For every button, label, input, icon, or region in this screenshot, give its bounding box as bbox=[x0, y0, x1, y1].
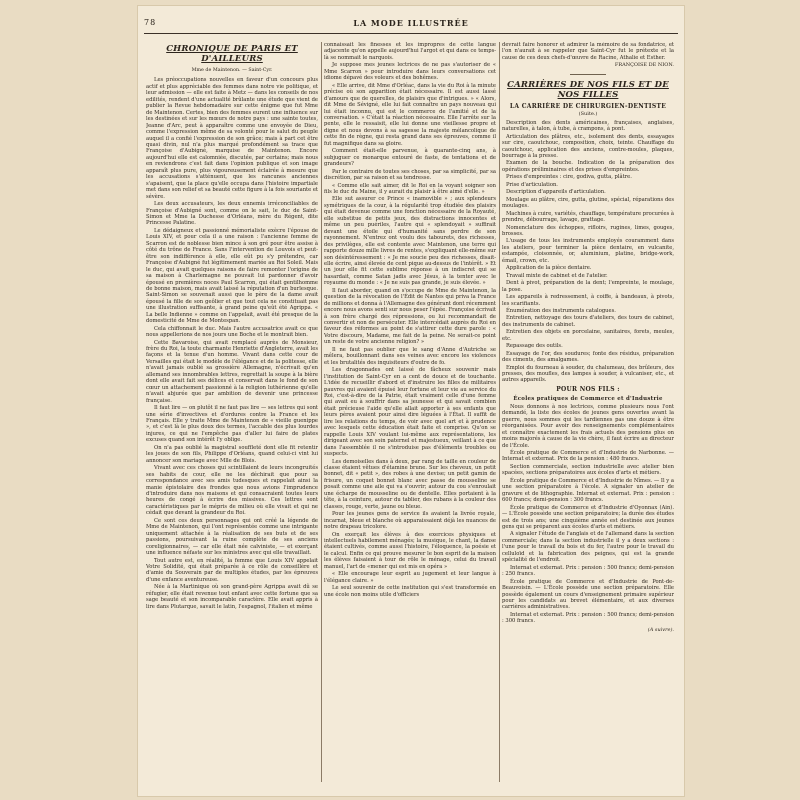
list-item: Entretien, nettoyage des tours d'ateliers, des tours de cabinet, des instruments de cabinet. bbox=[502, 315, 674, 328]
continuation-note: (A suivre). bbox=[647, 626, 674, 633]
list-item: Nomenclature des échoppes, rifloirs, rugines, limes, gouges, brosses. bbox=[502, 224, 674, 237]
list-item: Emploi du fourneau à souder, du chalumeau, des brûleurs, des presses, des moufles, des lampes à souder, à vulcaniser, etc., et autres appareils. bbox=[502, 364, 674, 384]
paragraph: Les dragonnades ont laissé de fâcheux souvenir mais l'institution de Saint-Cyr en a cent de douce et de touchante. L'idée de recueillir d'abord et d'instruire les filles de militaires pauvres qui avaient épuisé leur fortune et leur vie au service du Roi, c'est-à-dire de la Patrie, était vraiment celle d'une femme qui avait eu à souffrir dans sa jeunesse et qui savait combien était précieuse l'aide qu'elle allait apporter à ses enfants que leurs pères avaient pour ainsi dire léguées à l'État. Il suffit de lire les relations du temps, de voir avec quel art et à prudence avec lesquels cette éducation était faite et comprise. Qu'on se rappelle Louis XIV voulant lui-même aux représentations, les dirigeant avec son soin paternel et majestueux, veillant à ce que dans l'assemblée il ne s'introduise pas d'éléments troubles ou suspects. bbox=[324, 367, 496, 458]
list-item: Les appareils à redressement, à coiffe, à bandeaux, à pivots, les scarifiants. bbox=[502, 294, 674, 307]
paragraph: Il faut aborder, quand on s'occupe de Mme de Maintenon, la question de la révocation de l'Édit de Nantes qui priva la France de millions et donna à l'Allemagne des générant dont récemment encore nous avons senti sur nous peser l'épée. Françoise écrivait à son frère chargé des répressions, ou lui recommandait de convertir et non de persécuter. Elle intercédait auprès du Roi en faveur des réformes au point de s'attirer cette dure parole : « Votre discours, Madame, me fait de la peine. Ne serait-ce point un reste de votre ancienne religion? » bbox=[324, 287, 496, 346]
header-rule bbox=[144, 33, 678, 34]
careers-title: CARRIÈRES DE NOS FILS ET DE NOS FILLES bbox=[507, 79, 669, 100]
paragraph: Pour les jeunes gens de service ils avaient la livrée royale, incarnat, bleue et blanche où apparaissaient déjà les nuances de notre drapeau tricolore. bbox=[324, 511, 496, 531]
column-divider bbox=[499, 42, 500, 782]
paragraph: Cela chiffonnait le duc. Mais l'autre accusatrice avait ce que nous appellerions de nos jours une Boche et le montrait bien. bbox=[146, 325, 318, 339]
list-item: L'usage de tous les instruments employés couramment dans les ateliers, pour terminer la pièce dentaire, en vulcanite, estampée, cloisonnée, or, aluminium, platine, bridge-work, émail, crown, etc. bbox=[502, 238, 674, 264]
paragraph: Internat et externat. Prix : pension : 500 francs; demi-pension : 300 francs. bbox=[502, 611, 674, 625]
paragraph: Vivant avec ces choses qui scintillaient de leurs incongruités ses habits de cour, elle ne les déchirait que pour sa correspondance avec ses amis tudesques et rappelait ainsi la manie épistolaire des frondes que nous avions l'imprudence d'introduire dans nos maisons et qui consacraient toutes leurs heures de congé à écrire des missives. Ces lettres sont caractéristiques par le mépris de milieu où elle vivait et qui ne cédait que devant la grandeur du Roi. bbox=[146, 465, 318, 517]
column-two bbox=[324, 42, 496, 782]
paragraph: Je suppose mes jeunes lectrices de ne pas s'autoriser de « Mme Scarron » pour introduire dans leurs conversations cet idiome dépavé des voleurs et des bohêmes. bbox=[324, 62, 496, 82]
paragraph: Tout autre est, en réalité, la femme que Louis XIV appelait Votre Solidité, qui était préparée à ce rôle de conseillère et d'amie du Souverain par de multiples études, par les épreuves d'une enfance aventureuse. bbox=[146, 557, 318, 583]
journal-title: LA MODE ILLUSTRÉE bbox=[353, 18, 469, 28]
paragraph: connaissait les finesses et les impropres de cette langue adjacente qu'on appelle aujourd'hui l'argot et qui dans ce temps-là se nommait le narquois. bbox=[324, 42, 496, 61]
career-note: (Suite.) bbox=[578, 111, 598, 118]
paragraph: École pratique de Commerce et d'Industrie de Nîmes. — Il y a une section préparatoire à l'école. A signaler un atelier de gravure et de lithographie. Internat et externat. Prix : pension : 600 francs; demi-pension : 300 francs. bbox=[502, 477, 674, 504]
paragraph: Le seul souvenir de cette institution qui s'est transformée en une école non moins utile d'officiers bbox=[324, 585, 496, 598]
career-heading: LA CARRIÈRE DE CHIRURGIEN-DENTISTE bbox=[509, 102, 667, 110]
paragraph: A signaler l'étude de l'anglais et de l'allemand dans la section commerciale; dans la section industrielle il y a deux sections : l'une pour le travail du bois et du fer, l'autre pour le travail du celluloïd et la fabrication des peignes, qui est la grande spécialité de l'endroit. bbox=[502, 531, 674, 564]
list-item: Moulage au plâtre, cire, gutta, glutine, spécial, réparations des moulages. bbox=[502, 196, 674, 210]
paragraph: « Elle encourage leur esprit au jugement et leur langue à l'élégance claire. » bbox=[324, 571, 496, 584]
running-head bbox=[144, 18, 678, 32]
chronique-title: CHRONIQUE DE PARIS ET D'AILLEURS bbox=[166, 44, 298, 64]
list-item: Dent à pivot, préparation de la dent; l'empreinte, le moulage, la pose. bbox=[502, 280, 674, 293]
paragraph: devrait faire honorer et admirer la mémoire de sa fondatrice, et l'on n'aurait à se rappeler que Saint-Cyr fut le prétexte et la cause de ces deux chefs-d'œuvre de Racine, Athalie et Esther. bbox=[502, 42, 674, 61]
list-item: Repassage des outils. bbox=[506, 343, 563, 350]
paragraph: Les demoiselles dans à deux, par rang de taille en couleur de classe étaient vêtues d'étamine brune. Sur les cheveux, un petit bonnet, dit « petit », des robes à une devise; un petit gamin de frisure, un coquet bonnet blanc avec passe de mousseline se posait comme une aile qui va s'ouvrir; autour du cou s'enroulait une écharpe de mousseline ou de dentelle. Elles portaient à la tête, à la ceinture, autour du tablier, des rubans à la couleur des classes, rouge, verte, jaune ou bleue. bbox=[324, 458, 496, 510]
paragraph: Internat et externat. Prix : pension : 500 francs; demi-pension : 250 francs. bbox=[502, 564, 674, 578]
column-one bbox=[146, 42, 318, 782]
paragraph: On n'a pas oublié la magistral souffleté dont elle fit retentir les joues de son fils, Philippe d'Orléans, quand celui-ci vint lui annoncer son mariage avec Mlle de Blois. bbox=[146, 444, 318, 464]
paragraph: Cette Bavaroise, qui avait remplacé auprès de Monsieur, frère du Roi, la toute charmante Henriette d'Angleterre, avait les façons et la tenue d'un homme. Vivant dans cette cour de Versailles qui était le modèle de l'élégance et de la politesse, elle n'avait jamais oublié sa grossière Allemagne, n'écrivait qu'en allemand ses innombrables lettres, regrettait la soupe à la bière dont elle avait fait ses délices et conservait dans le fond de son cœur un attachement passionné à la religion luthérienne qu'elle n'avait abjurée que par ambition de devenir une princesse française. bbox=[146, 339, 318, 404]
column-three bbox=[502, 42, 674, 782]
list-item: Articulation des plâtres, etc., isolement des dents, essayages sur cire, caoutchouc, composition, choix, teinte. Chauffage du caoutchouc, application des anciens, contre-moules, plaques, bourrage à la presse. bbox=[502, 133, 674, 159]
paragraph: Née à la Martinique où son grand-père Agrippa avait dû se réfugier, elle était revenue tout enfant avec cette fortune que sa sage beauté et son incomparable caractère. Elle avait appris à lire dans Plutarque, savait le latin, l'espagnol, l'italien et même bbox=[146, 584, 318, 610]
list-item: Prise d'articulation. bbox=[506, 181, 558, 188]
paragraph: « Comme elle sait aimer, dit le Roi en la voyant soigner son fils le duc du Maine, il y aurait du plaisir à être aimé d'elle. » bbox=[324, 182, 496, 195]
list-item: Énumération des instruments catalogues. bbox=[506, 307, 616, 314]
author-signature: FRANÇOISE DE NION. bbox=[614, 62, 674, 69]
list-item: Travail mixte de cabinet et de l'atelier. bbox=[506, 272, 608, 279]
paragraph: Il ne faut pas oublier que le sang d'Anne d'Autriche se mêlera, bouillonnant dans ses veines avec encore les violences et les brutalités des inquisiteurs d'outre de fo. bbox=[324, 346, 496, 366]
paragraph: Comment était-elle parvenue, à quarante-cinq ans, à subjuguer ce monarque entouré de faste, de tentations et de grandeurs? bbox=[324, 148, 496, 168]
paragraph: Il faut lire — on plutôt il ne faut pas lire — ses lettres qui sont une série d'invectives et d'ordures contre la France et les Français. Elle y traite Mme de Maintenon de « vieille guenippe », et c'est là le plus doux des termes, l'accable des plus lourdes injures, ce qui ne l'empêche pas d'aller lui faire de plates excuses quand son intérêt l'y oblige. bbox=[146, 405, 318, 444]
paragraph: Par le contraire de toutes ses choses, par sa simplicité, par sa discrétion, par sa raison et sa tendresse. bbox=[324, 168, 496, 182]
paragraph: « Elle arrive, dit Mme d'Orléac, dans la vie du Roi à la minute précise où son apparition était nécessaire. Il est aussi lassé d'amours que de querelles, de plaisirs que d'intrigues. » « Alors, dit Mme de Sévigné, elle lui fait connaître un pays nouveau qui lui était inconnu, qui est le commerce de l'amitié et de la conversation. » C'était la réaction nécessaire. Elle l'arrête sur la pente, elle le ressaisit, elle lui donne une vieillesse propre et digne et nous devons à sa sagesse la majeste mélancolique de cette fin de règne, qui resta grand dans ses épreuves, comme il fut magnifique dans sa gloire. bbox=[324, 82, 496, 147]
list-item: Examen de la bouche. Indication de la préparation des opérations préliminaires et des prises d'empreintes. bbox=[502, 160, 674, 173]
paragraph: École pratique de Commerce et d'Industrie de Narbonne. — Internat et externat. Prix de la pension : 480 francs. bbox=[502, 450, 674, 463]
paragraph: École pratique de Commerce et d'Industrie d'Oyonnax (Ain). — L'École possède une section préparatoire; la durée des études est de trois ans; une cinquième année est destinée aux jeunes gens qui se préparent aux écoles d'arts et métiers. bbox=[502, 504, 674, 530]
list-item: Application de la pièce dentaire. bbox=[506, 265, 592, 272]
page-number: 78 bbox=[144, 18, 157, 27]
paragraph: Nous donnons à nos lectrices, comme plusieurs nous l'ont demandé, la liste des écoles de jeunes gens ouvertes avant la guerre, nous sommes qui les tardiennes pas une douze à être réorganisées. Pour avoir des renseignements complémentaires et connaître exactement les frais actuels des pensions plus on moins majorés à cause de la vie chère, il faut écrire au directeur de l'École. bbox=[502, 403, 674, 449]
section-separator bbox=[570, 74, 606, 75]
paragraph: Ce sont ces deux personnages qui ont créé la légende de Mme de Maintenon, qui l'ont représentée comme une intrigante uniquement attachée à la réalisation de ses buts et de ses passions, poursuivant la ruine complète de ses anciens coreligionnaires, — car elle était née calviniste, — et exerçant une influence néfaste sur les ministres avec qui elle travaillait. bbox=[146, 517, 318, 557]
schools-heading: Écoles pratiques de Commerce et d'Industrie bbox=[513, 396, 663, 403]
list-item: Description d'appareils d'articulation. bbox=[506, 189, 606, 196]
paragraph: Le dédaigneux et passionné mémorialiste exècre l'épouse de Louis XIV, et pour cela il a une raison : l'ancienne femme de Scarron est de noblesse bien mince à son gré pour être assise à côté du trône de France. Sans l'intervention de Louvois et peut-être son indifférence à elle, elle eût pu s'y prétendre, car Françoise d'Aubigné fut légitimement mariée au Roi Soleil. Mais le duc, qui avait quelques raisons de faire remonter l'origine de sa maison à Charlemagne ne pouvait lui pardonner d'avoir épousé en premières noces Paul Scarron, qui était gentilhomme de bonne maison, mais avait laissé la réputation d'un burlesque. Saint-Simon se souvenait aussi que le père de la dame avait épousé la fille de son geôlier et que tout cela ne constituait pas une illustration suffisante, à grand peine qu'eût été Agrippa. « La belle Indienne » comme on l'appelait, avait été presque de la domesticité de Mme de Montespan. bbox=[146, 227, 318, 325]
chronique-byline: Mme de Maintenon. — Saint-Cyr. bbox=[191, 68, 273, 73]
list-item: Machines à cuire, variétés, chauffage, température procurées à prendre, débourrage, lavage, grattage. bbox=[502, 210, 674, 224]
paragraph: Les préoccupations nouvelles en faveur d'un concours plus actif et plus appréciable des femmes dans notre vie politique, et leur admission — elle est faite à Metz — dans les conseils de nos edilités, rendent d'une actualité brûlante une étude que vient de publier la Revue hebdomadaire sur cette énigme que fut Mme de Maintenon. Certes, bien des femmes eurent une influence sur les destinées et sur les mœurs de notre pays : une sainte toutes, Jeanne d'Arc, peut à apparaître comme une envoyée de Dieu, comme l'expression même de sa volonté pour le salut du peuple auquel il a confié l'expression de son grâce; mais à part cet être quasi divin, nul n'a plus marqué profondément sa trace que Françoise d'Aubigné, marquise de Maintenon. Encore aujourd'hui elle est calomniée, discutée, par certains; mais nous en reviendrons c'est fait dans l'opinion publique et son image apparaît plus pure, plus vigoureusement éclairée à mesure que les accusations s'atténuent, que les rancunes anciennes s'apaisent, que la place qu'elle occupa dans l'histoire impartiale met dans son relief et sa beauté cette figure à la fois souriante et sévère. bbox=[146, 77, 318, 200]
paragraph: On exerçait les élèves à des exercices physiques et intellectuels habilement ménagés; la musique, le chant, la danse étaient cultivés, comme aussi l'histoire, l'éloquence, la poésie et le calcul. Enfin ce qui prouve mesurer le bon esprit de la maison les élèves faisaient à tour de rôle le ménage, celui du travail manuel, l'art de «mener qui est mis en opéra » bbox=[324, 531, 496, 570]
list-item: Entretien des objets en porcelaine, sanitaires, forets, meules, etc. bbox=[502, 329, 674, 342]
sons-heading: POUR NOS FILS : bbox=[556, 385, 620, 393]
list-item: Description des dents américaines, françaises, anglaises, naturelles, à talon, à tube, à crampons, à pont. bbox=[502, 119, 674, 133]
list-item: Prises d'empreintes : cire, godiva, gutta, plâtre. bbox=[506, 174, 632, 181]
paragraph: École pratique de Commerce et d'Industrie de Pont-de-Beauvoisin. — L'École possède une section préparatoire. Elle possède également un cours d'enseignement primaire supérieur pour les candidats au brevet élémentaire, et aux diverses carrières administratives. bbox=[502, 578, 674, 611]
column-divider bbox=[321, 42, 322, 782]
paragraph: Elle sut assurer ce Prince « inamovible » ; aux splendeurs symétriques de la cour, à la régularité trop étudiée des plaisirs qui était devenue comme une fonction nécessaire de la Royauté, elle substitue de petits jeux, des distractions innocentes et même un peu puériles, l'autre qui « splendoyait » suffirait devant une étoile qui d'humanité sans perdre de son rayonnement. N'entrez ont voulu des tabourets, des richesses, des privilèges, elle est contente avec Maintenon, une terre qui rapporte douze mille livres de rentes, s'expliquant elle-même sur son désintéressement : « Je me soucie peu des richesses, disait-elle écrire, ainsi élevée de cent pique au-dessus de l'intérêt. » Et un jour elle fit cette sublime réponse à un indiscret qui se hasardait, comme Satan jadis avec Jésus, à la tenter avec le royaume du monde : « Je ne suis pas grande, je suis élevée. » bbox=[324, 196, 496, 287]
paragraph: Les deux accusateurs, les deux ennemis irréconciliables de Françoise d'Aubigné sont, comme on le sait, le duc de Saint-Simon et Mme la Duchesse d'Orléans, mère du Régent, dite Princesse Palatine. bbox=[146, 201, 318, 227]
newspaper-page bbox=[138, 6, 684, 796]
paragraph: Section commerciale, section industrielle avec atelier bien spacées, sections préparatoires aux écoles d'arts et métiers. bbox=[502, 463, 674, 477]
list-item: Essayage de l'or, des soudures; fonte des résidus, préparation des ciments, des amalgames. bbox=[502, 350, 674, 364]
